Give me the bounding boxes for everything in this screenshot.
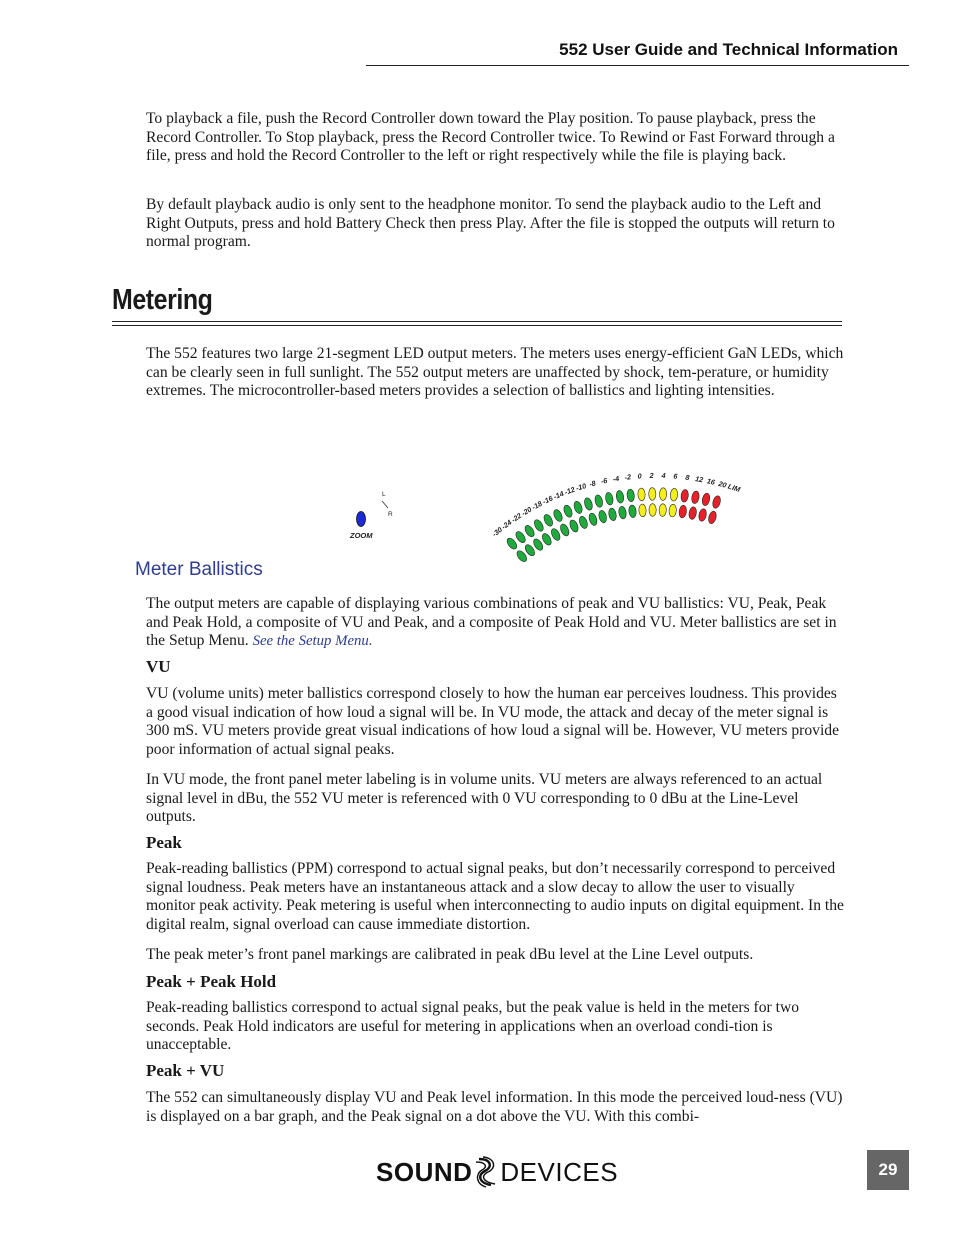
vu-paragraph-1: VU (volume units) meter ballistics correspond closely to how the human ear perceives loudness. This provides a good visual indication of how loud a signal will be. In VU mode, the attack and decay of the meter signal is 300 mS. VU meters provide great visual indications of how loud a signal will be. However, VU meters provide poor information of actual signal peaks. [146,685,840,759]
led-l-9 [583,497,594,511]
led-l-12 [615,490,624,504]
meter-scale-label: -10 [574,481,588,493]
meter-scale-label: -18 [530,498,544,512]
meter-scale-label: -24 [499,517,514,532]
led-l-18 [680,489,689,502]
led-l-11 [605,492,615,506]
led-l-14 [638,488,646,501]
meter-scale-label: -2 [624,472,632,482]
led-l-5 [542,513,554,527]
led-r-6 [559,523,571,537]
peak-paragraph-1: Peak-reading ballistics (PPM) correspond to actual signal peaks, but don’t necessarily correspond to perceived signal loudness. Peak meters have an instantaneous attack and a slow decay to allow the user to visually monitor peak activity. Peak metering is useful when interconnecting to audio inputs on digital equipment. In the digital realm, signal overload can cause immediate distortion. [146,860,844,934]
led-l-4 [533,518,546,533]
led-r-15 [649,504,656,517]
page-number: 29 [878,1160,898,1179]
meter-scale-label: 6 [673,471,678,481]
led-l-20 [701,492,711,506]
zoom-led [357,512,366,527]
led-r-10 [598,510,608,524]
peak-paragraph-2: The peak meter’s front panel markings are calibrated in peak dBu level at the Line Level outputs. [146,946,754,963]
meter-scale-label: 20 [717,478,728,490]
meter-scale-label: -12 [563,484,577,497]
led-r-7 [568,519,579,533]
meter-scale-label: -8 [588,478,597,489]
led-r-21 [707,510,717,524]
channel-divider [382,501,388,508]
led-meter-figure [346,428,742,546]
led-l-7 [562,504,573,518]
section-rule-bottom [112,325,842,326]
led-l-19 [691,490,700,504]
heading-peak-hold: Peak + Peak Hold [146,972,277,991]
page-header-title: 552 User Guide and Technical Information [559,40,898,59]
meter-scale-label: -22 [509,510,524,525]
led-r-5 [550,527,562,541]
led-r-16 [659,504,667,517]
led-r-20 [698,508,708,522]
meter-scale-label: LIM [726,481,742,495]
page-number-box [867,1150,909,1190]
led-l-15 [649,488,656,501]
meter-scale-label: 0 [637,471,642,481]
meter-scale-label: 2 [649,470,654,481]
setup-menu-link[interactable]: See the Setup Menu. [252,633,373,650]
led-r-18 [678,505,687,518]
logo-text-sound: SOUND [376,1156,473,1187]
led-r-13 [628,505,637,518]
heading-peak: Peak [146,833,182,852]
led-l-1 [505,536,518,550]
meter-scale-label: -4 [612,473,620,484]
led-l-13 [626,489,635,502]
peak-hold-paragraph: Peak-reading ballistics correspond to actual signal peaks, but the peak value is held in the meters for two seconds. Peak Hold indicators are useful for metering in applications when an overload condi-tion is unacceptable. [146,999,800,1054]
led-l-21 [711,495,721,509]
led-r-8 [578,515,589,529]
peak-vu-paragraph: The 552 can simultaneously display VU and Peak level information. In this mode the perceived loud-ness (VU) is displayed on a bar graph, and the Peak signal on a dot above the VU. With this combi- [146,1089,843,1125]
led-r-17 [669,504,677,517]
led-r-11 [608,508,618,522]
led-l-6 [552,508,564,522]
logo-swirl-icon [473,1155,499,1189]
meter-scale-label: -6 [600,475,609,486]
led-r-19 [688,506,697,520]
heading-vu: VU [146,657,171,676]
led-l-17 [670,488,678,501]
subsection-title-meter-ballistics: Meter Ballistics [135,559,263,580]
logo-text-devices: DEVICES [500,1156,619,1187]
led-r-9 [588,512,599,526]
meter-scale-label: -30 [490,524,504,539]
led-l-10 [594,494,604,508]
meter-scale-label: -14 [552,488,566,502]
metering-paragraph: The 552 features two large 21-segment LED output meters. The meters uses energy-efficient GaN LEDs, which can be clearly seen in full sunlight. The 552 output meters are unaffected by shock, tem-perature, or humidity extremes. The microcontroller-based meters provides a selection of ballistics and lighting intensities. [146,345,844,400]
heading-peak-vu: Peak + VU [146,1061,225,1080]
channel-label-l: L [382,491,386,498]
meter-scale-label: 8 [684,472,690,483]
channel-label-r: R [388,511,393,518]
intro-paragraph-1: To playback a file, push the Record Controller down toward the Play position. To pause playback, press the Record Controller. To Stop playback, press the Record Controller twice. To Rewind or Fast Forward through a file, press and hold the Record Controller to the left or right respectively while the file is playing back. [146,110,835,165]
led-l-3 [523,524,536,538]
sound-devices-logo [376,1154,618,1190]
section-rule-top [112,321,842,322]
ballistics-intro-text: The output meters are capable of displaying various combinations of peak and VU ballistics: VU, Peak, Peak and Peak Hold, a composite of VU and Peak, and a composite of Peak Hold and VU. Meter ballistics are set in the Setup Menu. [146,595,837,650]
meter-scale-label: -20 [519,504,534,518]
meter-scale-label: 12 [694,474,704,485]
meter-scale-label: 4 [661,471,666,481]
led-l-8 [573,500,584,514]
led-r-14 [639,504,647,517]
ballistics-intro [146,595,844,651]
section-title-metering: Metering [112,284,213,316]
led-l-16 [659,488,667,501]
meter-scale-label: -16 [541,493,555,507]
meter-scale-label: 16 [706,476,716,487]
intro-paragraph-2: By default playback audio is only sent to the headphone monitor. To send the playback audio to the Left and Right Outputs, press and hold Battery Check then press Play. After the file is stopped the outputs will return to normal program. [146,196,835,251]
header-rule [366,65,909,66]
led-l-2 [514,530,527,544]
led-r-12 [618,506,627,520]
vu-paragraph-2: In VU mode, the front panel meter labeling is in volume units. VU meters are always referenced to an actual signal level in dBu, the 552 VU meter is referenced with 0 VU corresponding to 0 dBu at the Line-Level outputs. [146,771,823,826]
zoom-label: ZOOM [350,531,373,540]
